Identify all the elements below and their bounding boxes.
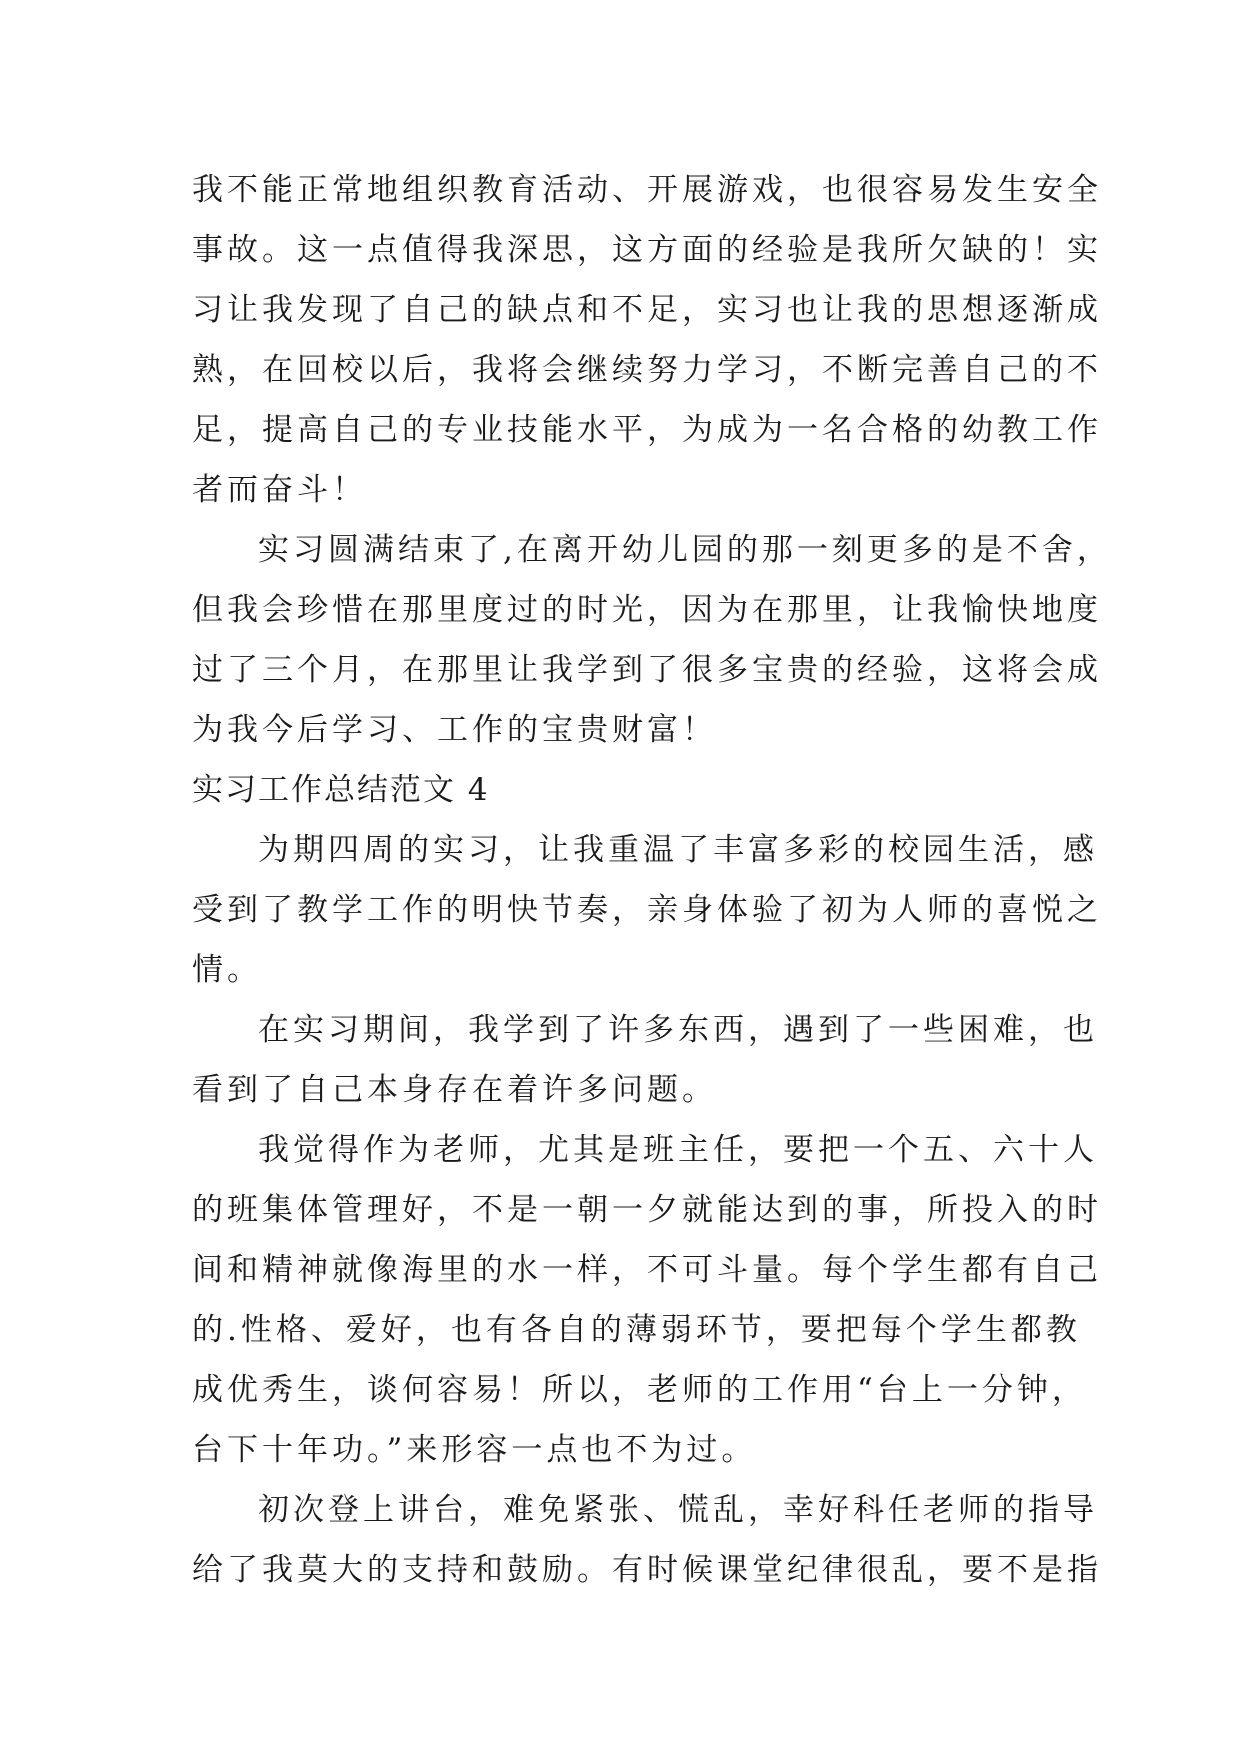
text-line: 为我今后学习、工作的宝贵财富！ [192,712,717,748]
text-line: 情。 [192,952,262,988]
text-line: 足，提高自己的专业技能水平，为成为一名合格的幼教工作 [192,412,1102,448]
document-body [192,160,1112,1600]
text-line: 初次登上讲台，难免紧张、慌乱，幸好科任老师的指导 [258,1492,1098,1528]
text-line: 习让我发现了自己的缺点和不足，实习也让我的思想逐渐成 [192,292,1102,328]
text-line: 受到了教学工作的明快节奏，亲身体验了初为人师的喜悦之 [192,892,1102,928]
text-line: 我觉得作为老师，尤其是班主任，要把一个五、六十人 [258,1132,1098,1168]
text-line: 间和精神就像海里的水一样，不可斗量。每个学生都有自己 [192,1252,1102,1288]
text-line: 实习圆满结束了,在离开幼儿园的那一刻更多的是不舍， [258,532,1112,568]
text-line: 但我会珍惜在那里度过的时光，因为在那里，让我愉快地度 [192,592,1102,628]
text-line: 的.性格、爱好，也有各自的薄弱环节，要把每个学生都教 [192,1312,1081,1348]
text-line: 我不能正常地组织教育活动、开展游戏，也很容易发生安全 [192,172,1102,208]
text-line: 成优秀生，谈何容易！所以，老师的工作用“台上一分钟， [192,1372,1087,1408]
text-line: 者而奋斗！ [192,472,367,508]
text-line: 事故。这一点值得我深思，这方面的经验是我所欠缺的！实 [192,232,1102,268]
text-line: 的班集体管理好，不是一朝一夕就能达到的事，所投入的时 [192,1192,1102,1228]
section-heading: 实习工作总结范文 4 [192,772,490,808]
text-line: 为期四周的实习，让我重温了丰富多彩的校园生活，感 [258,832,1098,868]
text-line: 看到了自己本身存在着许多问题。 [192,1072,717,1108]
text-line: 在实习期间，我学到了许多东西，遇到了一些困难，也 [258,1012,1098,1048]
text-line: 给了我莫大的支持和鼓励。有时候课堂纪律很乱，要不是指 [192,1552,1102,1588]
text-line: 过了三个月，在那里让我学到了很多宝贵的经验，这将会成 [192,652,1102,688]
text-line: 熟，在回校以后，我将会继续努力学习，不断完善自己的不 [192,352,1102,388]
text-line: 台下十年功。”来形容一点也不为过。 [192,1432,757,1468]
